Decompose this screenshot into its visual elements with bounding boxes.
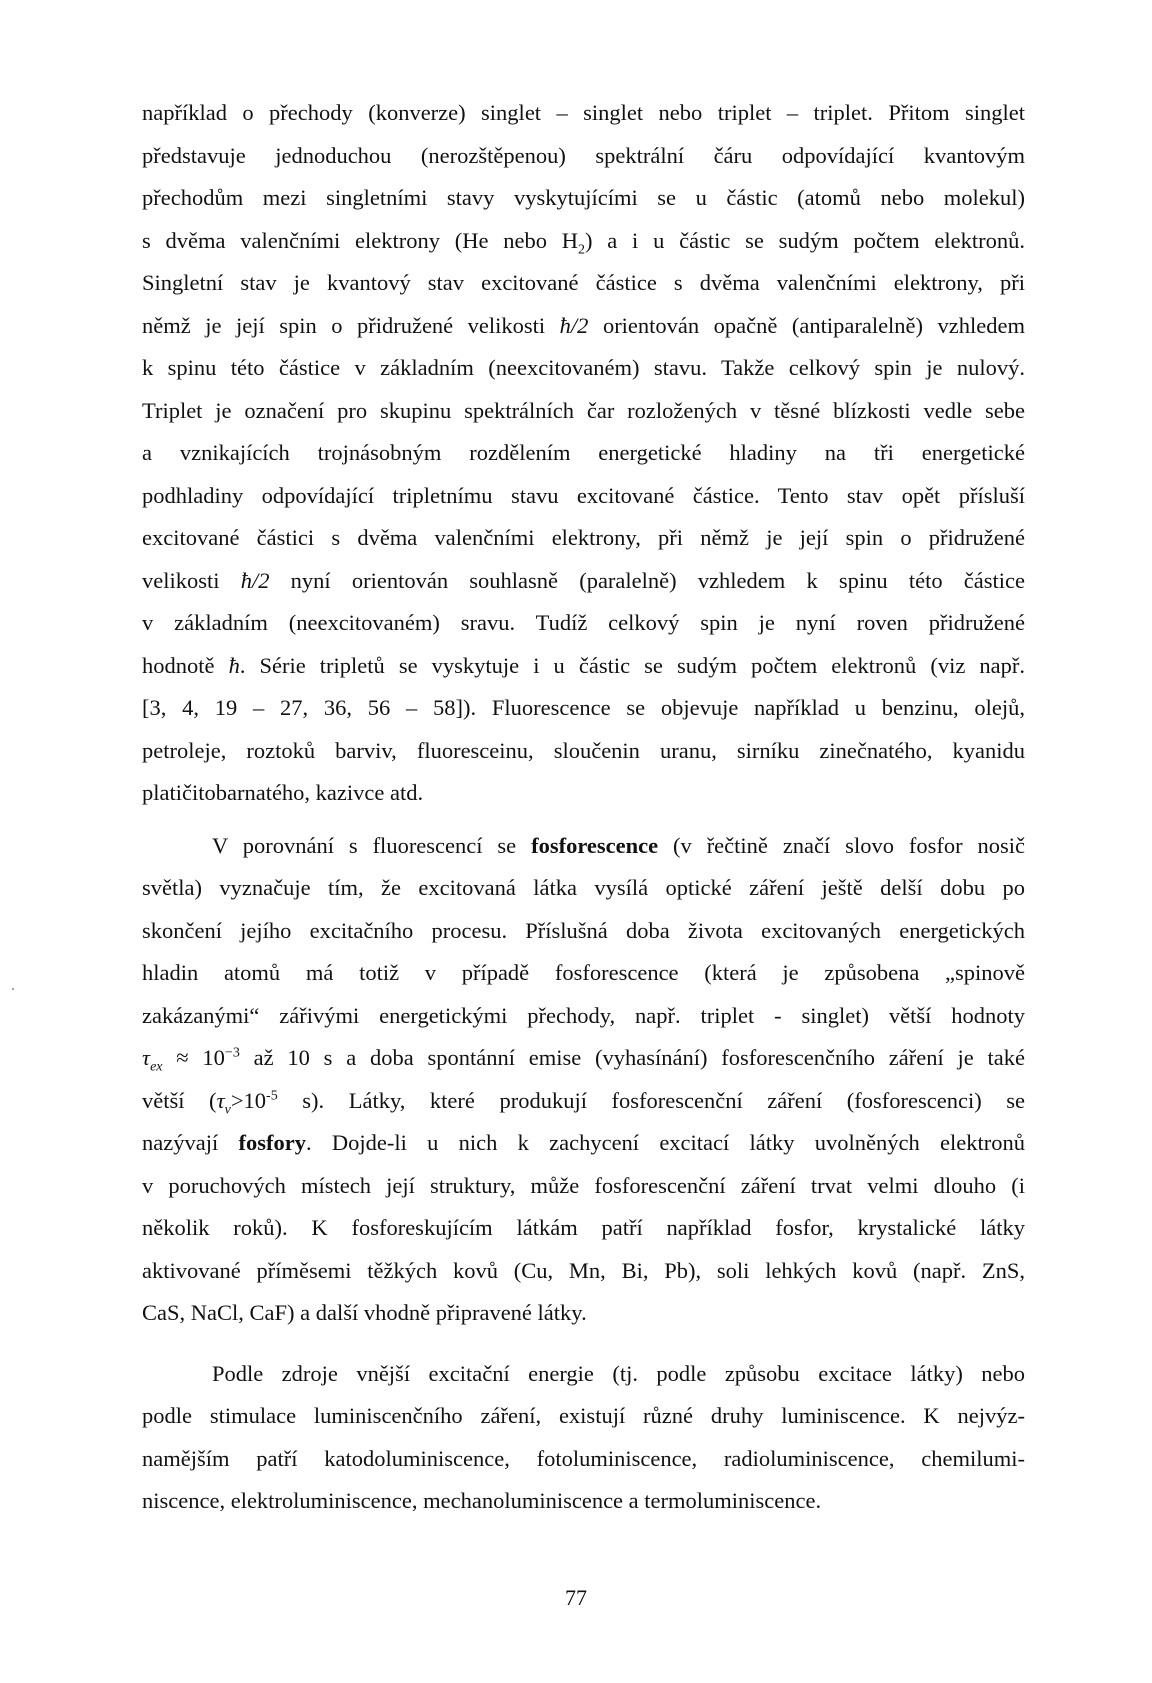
text-line: zakázanými“ zářivými energetickými přechody, např. triplet - singlet) větší hodnoty <box>142 1002 1025 1028</box>
math-tau: τ <box>142 1045 151 1070</box>
text-line: představuje jednoduchou (nerozštěpenou) spektrální čáru odpovídající kvantovým <box>142 142 1025 168</box>
text-run: >10 <box>230 1087 267 1113</box>
text-line <box>142 220 1025 263</box>
text-run: (v řečtině značí slovo fosfor nosič <box>658 832 1025 858</box>
text-line <box>142 1080 1025 1123</box>
subscript: ex <box>150 1059 163 1075</box>
superscript: -5 <box>266 1088 278 1103</box>
paragraph-luminescence-types <box>142 1353 1025 1523</box>
text-line: Singletní stav je kvantový stav excitované částice s dvěma valenčními elektrony, při <box>142 270 1025 295</box>
term-fosforescence: fosforescence <box>531 832 659 858</box>
text-line: namějším patří katodoluminiscence, fotoluminiscence, radioluminiscence, chemilumi- <box>142 1445 1025 1471</box>
text-line: aktivované příměsemi těžkých kovů (Cu, Mn, Bi, Pb), soli lehkých kovů (např. ZnS, <box>142 1257 1025 1283</box>
subscript: 2 <box>578 242 586 257</box>
text-line: niscence, elektroluminiscence, mechanoluminiscence a termoluminiscence. <box>142 1488 822 1513</box>
text-line: v základním (neexcitovaném) sravu. Tudíž celkový spin je nyní roven přidružené <box>142 610 1025 635</box>
text-line: Podle zdroje vnější excitační energie (tj. podle způsobu excitace látky) nebo <box>212 1360 1025 1386</box>
text-run: ≈ 10 <box>162 1045 225 1070</box>
text-line <box>142 305 1025 348</box>
text-run: němž je její spin o přidružené velikosti <box>142 312 560 338</box>
superscript: −3 <box>224 1045 240 1061</box>
paragraph-gap <box>142 815 1025 825</box>
text-line: například o přechody (konverze) singlet – singlet nebo triplet – triplet. Přitom singlet <box>142 100 1025 125</box>
text-line: hladin atomů má totiž v případě fosforescence (která je způsobena „spinově <box>142 960 1025 985</box>
text-line: několik roků). K fosforeskujícím látkám patří například fosfor, krystalické látky <box>142 1215 1025 1240</box>
text-line <box>142 1122 1025 1165</box>
text-line: [3, 4, 19 – 27, 36, 56 – 58]). Fluorescence se objevuje například u benzinu, olejů, <box>142 695 1025 720</box>
text-line: k spinu této částice v základním (neexcitovaném) stavu. Takže celkový spin je nulový. <box>142 355 1025 380</box>
math-hbar-half: ħ/2 <box>240 567 270 593</box>
term-fosfory: fosfory <box>238 1130 306 1155</box>
text-line: Triplet je označení pro skupinu spektrálních čar rozložených v těsné blízkosti vedle sebe <box>142 397 1025 423</box>
text-run: V porovnání s fluorescencí se <box>212 832 532 858</box>
text-line <box>142 645 1025 688</box>
text-line: podle stimulace luminiscenčního záření, existují různé druhy luminiscence. K nejvýz- <box>142 1403 1025 1428</box>
text-run: orientován opačně (antiparalelně) vzhledem <box>588 312 1025 338</box>
text-line: v poruchových místech její struktury, může fosforescenční záření trvat velmi dlouho (i <box>142 1172 1025 1198</box>
text-line: excitované částici s dvěma valenčními elektrony, při němž je její spin o přidružené <box>142 525 1025 550</box>
text-line: CaS, NaCl, CaF) a další vhodně připravené látky. <box>142 1300 587 1325</box>
text-line: petroleje, roztoků barviv, fluoresceinu, sloučenin uranu, sirníku zinečnatého, kyanidu <box>142 737 1025 763</box>
text-line: světla) vyznačuje tím, že excitovaná látka vysílá optické záření ještě delší dobu po <box>142 875 1025 900</box>
text-line <box>142 1037 1025 1080</box>
text-line <box>142 825 1025 868</box>
page-number: 77 <box>565 1585 587 1610</box>
scan-speck <box>12 988 14 990</box>
text-line: přechodům mezi singletními stavy vyskytujícími se u částic (atomů nebo molekul) <box>142 185 1025 210</box>
text-run: nyní orientován souhlasně (paralelně) vzhledem k spinu této částice <box>269 567 1026 593</box>
text-run: nazývají <box>142 1130 239 1155</box>
paragraph-singlet-triplet <box>142 92 1025 815</box>
text-run: až 10 s a doba spontánní emise (vyhasínání) fosforescenčního záření je také <box>239 1045 1025 1070</box>
text-run: . Série tripletů se vyskytuje i u částic se sudým počtem elektronů (viz např. <box>239 652 1025 678</box>
text-run: s). Látky, které produkují fosforescenční záření (fosforescenci) se <box>277 1087 1025 1113</box>
text-run: s dvěma valenčními elektrony (He nebo H <box>142 227 579 253</box>
body-text <box>142 92 1025 1523</box>
text-run: hodnotě <box>142 652 229 678</box>
text-line <box>142 560 1025 603</box>
paragraph-phosphorescence <box>142 825 1025 1335</box>
text-line: podhladiny odpovídající tripletnímu stavu excitované částice. Tento stav opět přísluší <box>142 482 1025 508</box>
math-tau: τ <box>216 1087 225 1113</box>
text-line: skončení jejího excitačního procesu. Příslušná doba života excitovaných energetických <box>142 917 1025 943</box>
text-run: větší ( <box>142 1087 217 1113</box>
paragraph-gap <box>142 1335 1025 1353</box>
text-run: . Dojde-li u nich k zachycení excitací látky uvolněných elektronů <box>305 1130 1025 1155</box>
text-line: platičitobarnatého, kazivce atd. <box>142 780 424 805</box>
math-hbar-half: ħ/2 <box>559 312 589 338</box>
math-hbar: ħ <box>228 652 240 678</box>
subscript: v <box>224 1102 231 1117</box>
text-run: ) a i u částic se sudým počtem elektronů. <box>585 227 1025 253</box>
text-line: a vznikajících trojnásobným rozdělením energetické hladiny na tři energetické <box>142 440 1025 465</box>
text-run: velikosti <box>142 567 241 593</box>
